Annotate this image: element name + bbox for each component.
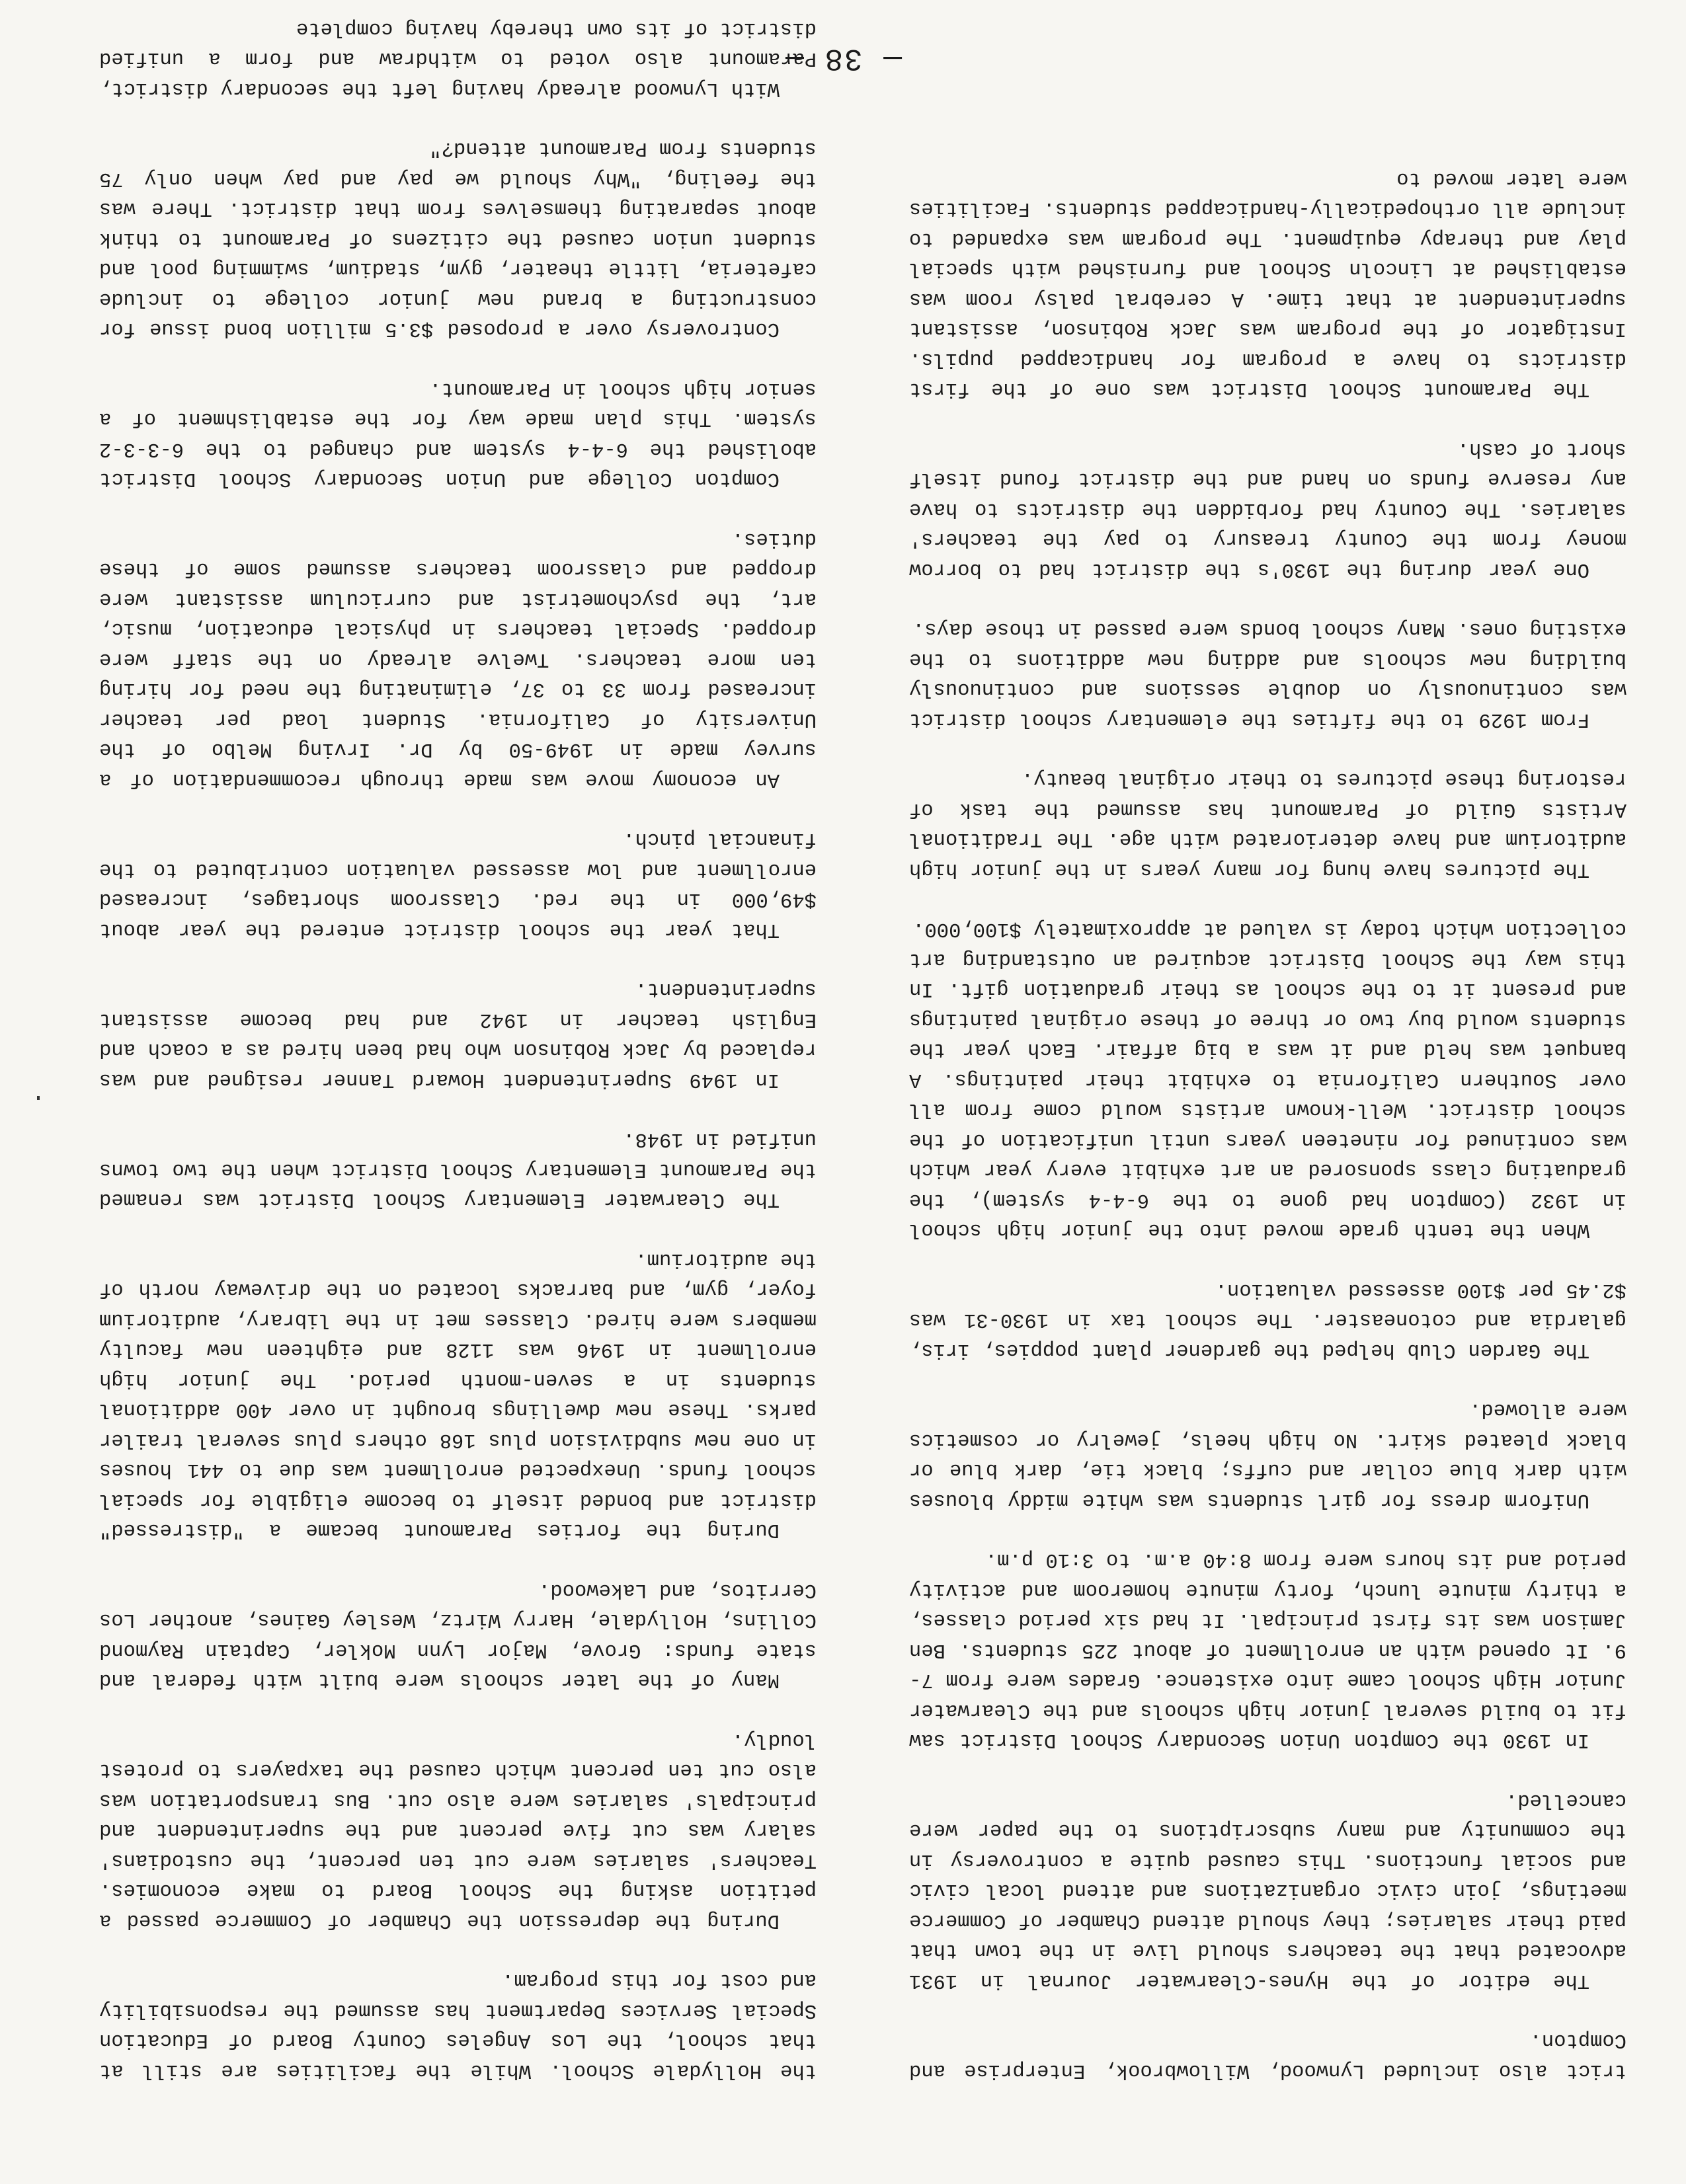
paragraph: Compton College and Union Secondary School District abolished the 6-4-4 system and changed to the 6-3-3-2 system. This plan made way for the establishment of a senior high school in Paramount. [99,377,817,490]
paragraph: The editor of the Hynes-Clearwater Journal in 1931 advocated that the teachers should live in the town that paid their salaries; they should attend Chamber of Commerce meetings, join civic organizations and attend local civic and social functions. This caused quite a controversy in the community and many subscriptions to the paper were cancelled. [909,1789,1626,1992]
paragraph: During the depression the Chamber of Commerce passed a petition asking the School Board to make economies. Teachers' salaries were cut ten percent, the custodians' salary was cut five percent and the superintendent and principals' salaries were also cut. Bus transportation was also cut ten percent which caused the taxpayers to protest loudly. [99,1729,817,1931]
paragraph: Uniform dress for girl students was white middy blouses with dark blue collar and cuffs; black tie, dark blue or black pleated skirt. No high heels, jewelry or cosmetics were allowed. [909,1398,1626,1511]
paragraph: With Lynwood already having left the secondary district, Paramount also voted to withdraw and form a unified district of its own thereby having complete [99,17,817,100]
paragraph: Controversy over a proposed $3.5 million bond issue for constructing a brand new junior college to include cafeteria, little theater, gym, stadium, swimming pool and student union caused the citizens of Paramount to think about separating themselves from that district. There was the feeling, "Why should we pay and pay when only 75 students from Paramount attend?" [99,137,817,340]
paragraph: Many of the later schools were built with federal and state funds: Grove, Major Lynn Mokler, Captain Raymond Collins, Hollydale, Harry Wirtz, Wesley Gaines, another Los Cerritos, and Lakewood. [99,1579,817,1692]
paragraph: That year the school district entered the year about $49,000 in the red. Classroom shortages, increased enrollment and low assessed valuation contributed to the financial pinch. [99,828,817,941]
page-number: — 38 — [784,41,902,75]
paragraph: The Clearwater Elementary School District was renamed the Paramount Elementary School District when the two towns unified in 1948. [99,1128,817,1211]
paragraph: trict also included Lynwood, Willowbrook, Enterprise and Compton. [909,2029,1626,2082]
right-column [99,0,817,2085]
left-column [909,134,1626,2086]
paragraph: The pictures have hung for many years in the junior high auditorium and have deteriorated with age. The Traditional Artists Guild of Paramount has assumed the task of restoring these pictures to their original beauty. [909,767,1626,880]
paragraph: An economy move was made through recommendation of a survey made in 1949-50 by Dr. Irving Melbo of the University of California. Student load per teacher increased from 33 to 37, eliminating the need for hiring ten more teachers. Twelve already on the staff were dropped. Special teachers in physical education, music, art, the psychometrist and curriculum assistant were dropped and classroom teachers assumed some of these duties. [99,527,817,791]
paragraph: the Hollydale School. While the facilities are still at that school, the Los Angeles County Board of Education Special Services Department has assumed the responsibility and cost for this program. [99,1969,817,2082]
paragraph: During the forties Paramount became a "distressed" district and bonded itself to become eligible for special school funds. Unexpected enrollment was due to 441 houses in one new subdivision plus 168 others plus several trailer parks. These new dwellings brought in over 400 additional students in a seven-month period. The junior high enrollment in 1946 was 1128 and eighteen new faculty members were hired. Classes met in the library, auditorium foyer, gym, and barracks located on the driveway north of the auditorium. [99,1248,817,1541]
paragraph: In 1949 Superintendent Howard Tanner resigned and was replaced by Jack Robinson who had been hired as a coach and English teacher in 1942 and had become assistant superintendent. [99,978,817,1091]
paragraph: In 1930 the Compton Union Secondary School District saw fit to build several junior high schools and the Clearwater Junior High School came into existence. Grades were from 7-9. It opened with an enrollment of about 225 students. Ben Jamison was its first principal. It had six period classes, a thirty minute lunch, forty minute homeroom and activity period and its hours were from 8:40 a.m. to 3:10 p.m. [909,1548,1626,1752]
paragraph: When the tenth grade moved into the junior high school in 1932 (Compton had gone to the 6-4-4 system), the graduating class sponsored an art exhibit every year which was continued for nineteen years until unification of the school district. Well-known artists would come from all over Southern California to exhibit their paintings. A banquet was held and it was a big affair. Each year the students would buy two or three of these original paintings and present it to the school as their graduation gift. In this way the School District acquired an outstanding art collection which today is valued at approximately $100,000. [909,917,1626,1241]
paragraph: The Garden Club helped the gardener plant poppies, iris, galardia and cotoneaster. The school tax in 1930-31 was $2.45 per $100 assessed valuation. [909,1278,1626,1361]
paragraph: One year during the 1930's the district had to borrow money from the County treasury to pay the teachers' salaries. The County had forbidden the districts to have any reserve funds on hand and the district found itself short of cash. [909,438,1626,580]
margin-mark [37,1096,40,1100]
paragraph: From 1929 to the fifties the elementary school district was continuously on double sessions and continuously building new schools and adding new additions to the existing ones. Many school bonds were passed in those days. [909,617,1626,730]
paragraph: The Paramount School District was one of the first districts to have a program for handicapped pupils. Instigator of the program was Jack Robinson, assistant superintendent at that time. A cerebral palsy room was established at Lincoln School and furnished with special play and therapy equipment. The program was expanded to include all orthopedically-handicapped students. Facilities were later moved to [909,167,1626,401]
